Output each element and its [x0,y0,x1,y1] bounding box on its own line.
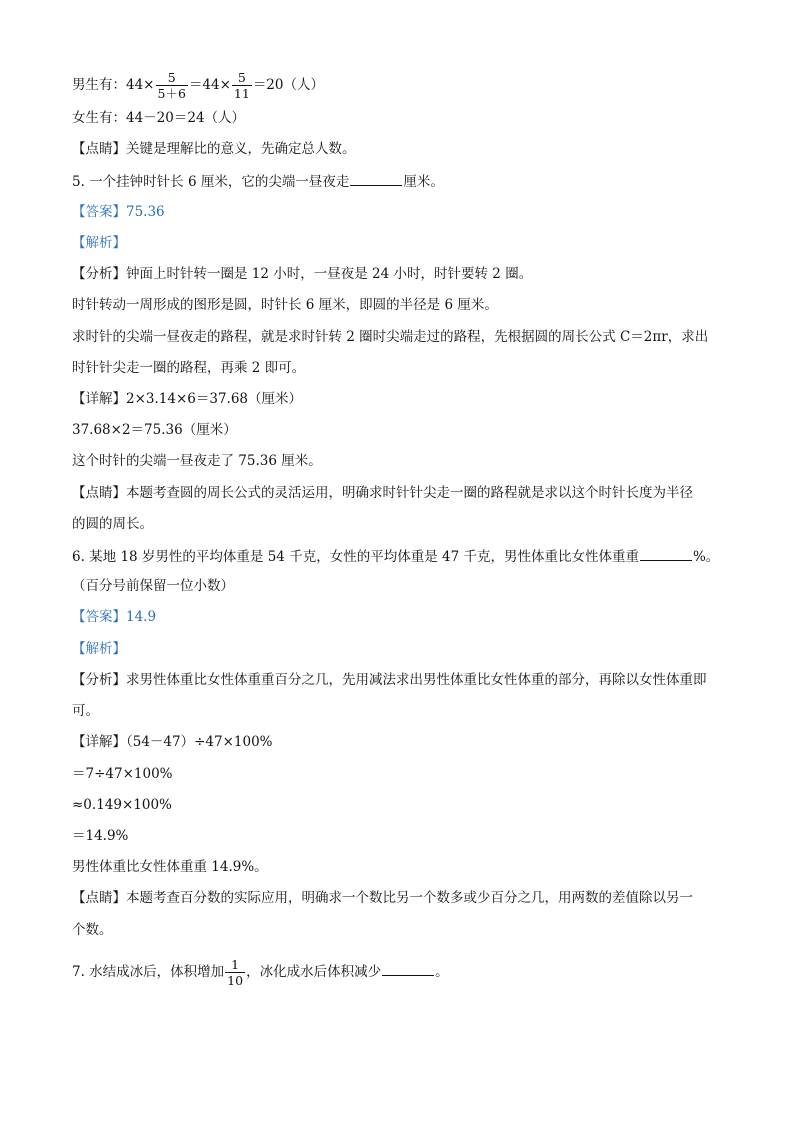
q5-detail-line: 【详解】2×3.14×6＝37.68（厘米） [72,391,303,407]
q6-detail-line: 【详解】（54－47）÷47×100% [72,734,273,750]
boys-mid: ＝44× [188,77,231,93]
fraction-1-over-10: $\frac{1}{10}$ [227,957,244,988]
boys-suffix: ＝20（人） [252,77,324,93]
question-7: 7. 水结成冰后，体积增加 $\frac{1}{10}$ ，冰化成水后体积减少 。 [72,957,449,988]
q6-analysis-line: 可。 [72,703,99,719]
q5-jiexi-label: 【解析】 [72,235,126,251]
q6-comment-line: 【点睛】本题考查百分数的实际应用，明确求一个数比另一个数多或少百分之几，用两数的差值除以另一 [72,890,693,906]
answer-blank [350,171,402,186]
boys-count-line [72,70,324,101]
q6-jiexi-label: 【解析】 [72,641,126,657]
q5-detail-line: 37.68×2＝75.36（厘米） [72,422,237,438]
q5-comment-line: 【点睛】本题考查圆的周长公式的灵活运用，明确求时针针尖走一圈的路程就是求以这个时针长度为半径 [72,485,693,501]
q5-analysis-line: 时针转动一周形成的图形是圆，时针长 6 厘米，即圆的半径是 6 厘米。 [72,297,498,313]
question-6: 6. 某地 18 岁男性的平均体重是 54 千克，女性的平均体重是 47 千克，男性体重比女性体重重 %。 [72,546,719,566]
q6-detail-line: ＝7÷47×100% [72,766,173,782]
q5-analysis-line: 求时针的尖端一昼夜走的路程，就是求时针转 2 圈时尖端走过的路程，先根据圆的周长公式 C＝2πr，求出 [72,329,709,345]
boys-prefix: 男生有：44× [72,77,155,93]
fraction-5-over-5plus6: $\frac{5}{5+6}$ [157,70,186,101]
q5-answer: 【答案】75.36 [72,204,165,220]
q6-note: （百分号前保留一位小数） [72,578,234,594]
q6-analysis-line: 【分析】求男性体重比女性体重重百分之几，先用减法求出男性体重比女性体重的部分，再除以女性体重即 [72,672,707,688]
q6-detail-line: ≈0.149×100% [72,797,172,813]
q5-detail-line: 这个时针的尖端一昼夜走了 75.36 厘米。 [72,453,322,469]
q5-comment-line: 的圆的周长。 [72,516,153,532]
q4-comment: 【点睛】关键是理解比的意义，先确定总人数。 [72,141,356,157]
answer-blank [640,546,692,561]
q5-analysis-line: 时针针尖走一圈的路程，再乘 2 即可。 [72,360,306,376]
q6-detail-line: 男性体重比女性体重重 14.9%。 [72,859,268,875]
q6-comment-line: 个数。 [72,922,113,938]
answer-blank [382,961,434,976]
q6-detail-line: ＝14.9% [72,828,129,844]
question-5: 5. 一个挂钟时针长 6 厘米，它的尖端一昼夜走 厘米。 [72,171,444,191]
fraction-5-over-11: $\frac{5}{11}$ [233,70,250,101]
girls-count-line: 女生有：44－20＝24（人） [72,110,246,126]
q5-analysis-line: 【分析】钟面上时针转一圈是 12 小时，一昼夜是 24 小时，时针要转 2 圈。 [72,266,533,282]
q6-answer: 【答案】14.9 [72,609,157,625]
